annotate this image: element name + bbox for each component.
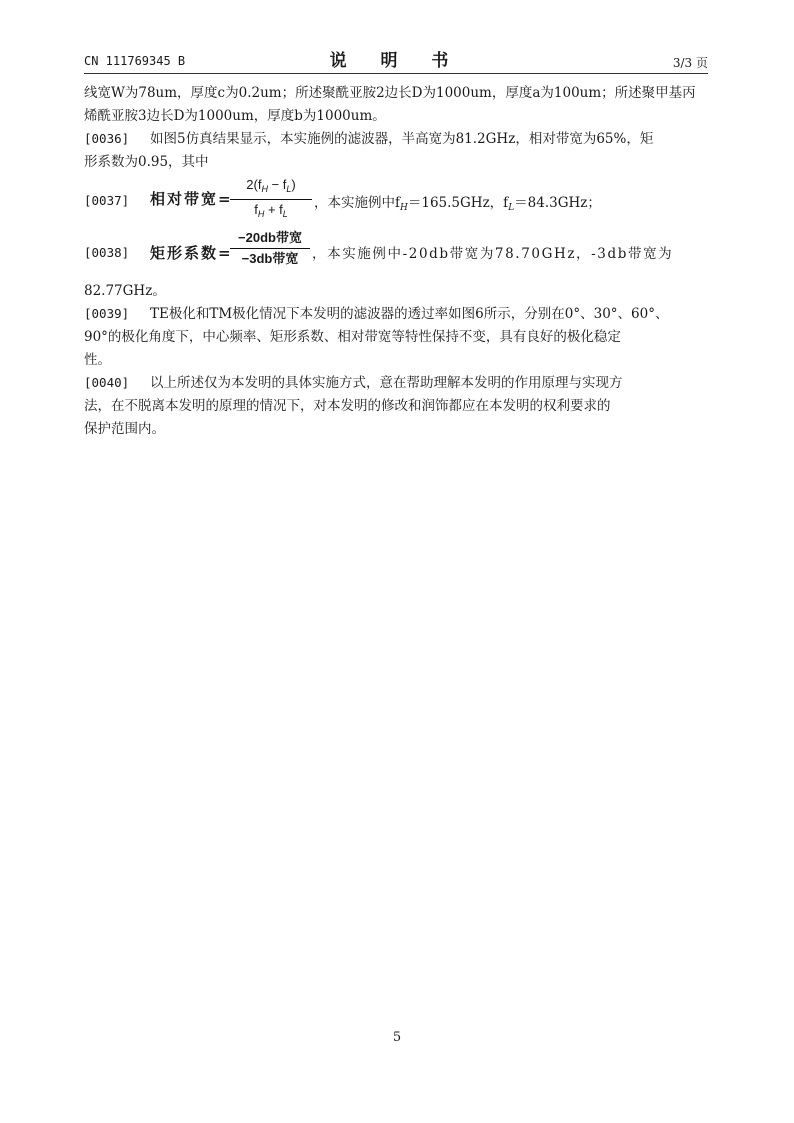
paragraph-number: [0037]: [84, 193, 130, 208]
formula-description: ，本实施例中-20db带宽为78.70GHz，-3db带宽为: [312, 246, 674, 262]
rectangle-coefficient-formula: [150, 229, 710, 273]
paragraph-number: [0038]: [84, 245, 130, 260]
formula-fraction: [230, 229, 310, 268]
page-number: 5: [392, 1030, 402, 1045]
formula-label: 矩形系数=: [150, 244, 233, 262]
paragraph-text: 如图5仿真结果显示，本实施例的滤波器，半高宽为81.2GHz，相对带宽为65%，矩: [150, 131, 654, 147]
paragraph-number: [0040]: [84, 375, 130, 390]
formula-denominator: −3db带宽: [241, 251, 299, 266]
formula-denominator: $f_H + f_L$: [254, 202, 288, 219]
relative-bandwidth-formula: [150, 176, 710, 220]
paragraph-text: 82.77GHz。: [84, 283, 166, 299]
document-title: 说 明 书: [329, 51, 463, 71]
paragraph-text: 形系数为0.95，其中: [84, 154, 209, 170]
paragraph-text: 90°的极化角度下，中心频率、矩形系数、相对带宽等特性保持不变，具有良好的极化稳定: [84, 329, 621, 345]
formula-numerator: −20db带宽: [238, 230, 302, 245]
paragraph-text: TE极化和TM极化情况下本发明的滤波器的透过率如图6所示，分别在0°、30°、60°、: [150, 306, 669, 322]
document-number: CN 111769345 B: [84, 54, 186, 68]
fraction-bar: [230, 199, 312, 200]
text-line: 烯酰亚胺3边长D为1000um，厚度b为1000um。: [84, 108, 386, 124]
text-line: 线宽W为78um，厚度c为0.2um；所述聚酰亚胺2边长D为1000um，厚度a为100um；所述聚甲基丙: [84, 85, 696, 101]
formula-label: 相对带宽=: [150, 190, 233, 208]
fraction-bar: [230, 248, 310, 249]
formula-description: ，本实施例中$f_H=165.5GHz$，$f_L=84.3GHz$；: [314, 195, 601, 213]
paragraph-number: [0036]: [84, 131, 130, 146]
page-indicator: 3/3 页: [672, 56, 708, 70]
page-header: [84, 44, 708, 70]
header-divider: [84, 73, 708, 74]
formula-fraction: [230, 176, 312, 223]
paragraph-text: 法，在不脱离本发明的原理的情况下，对本发明的修改和润饰都应在本发明的权利要求的: [84, 398, 611, 414]
paragraph-number: [0039]: [84, 306, 130, 321]
paragraph-text: 以上所述仅为本发明的具体实施方式，意在帮助理解本发明的作用原理与实现方: [150, 375, 623, 391]
paragraph-text: 保护范围内。: [84, 421, 165, 437]
paragraph-text: 性。: [84, 352, 111, 368]
formula-numerator: $2(f_H - f_L)$: [246, 177, 296, 194]
